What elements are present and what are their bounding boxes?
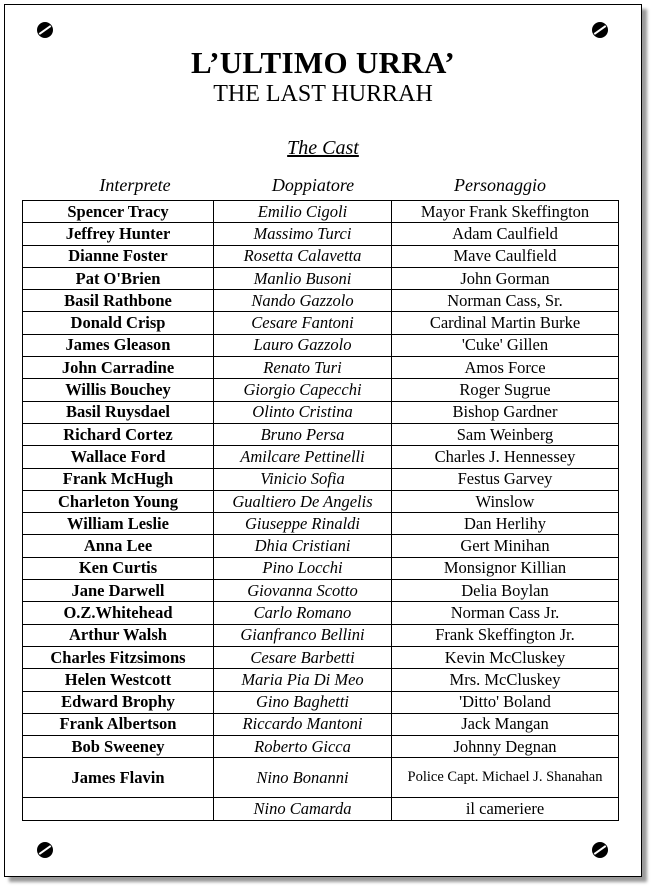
table-row xyxy=(23,736,619,758)
actor-cell: Frank McHugh xyxy=(23,468,214,490)
table-row xyxy=(23,624,619,646)
actor-cell: Arthur Walsh xyxy=(23,624,214,646)
actor-cell: Basil Ruysdael xyxy=(23,401,214,423)
character-cell: Delia Boylan xyxy=(392,580,619,602)
voice-actor-cell: Manlio Busoni xyxy=(214,267,392,289)
column-header-doppiatore: Doppiatore xyxy=(271,175,355,195)
actor-cell: James Flavin xyxy=(23,758,214,798)
table-row xyxy=(23,646,619,668)
voice-actor-cell: Cesare Barbetti xyxy=(214,646,392,668)
table-row xyxy=(23,334,619,356)
section-title: The Cast xyxy=(287,137,359,159)
character-cell: Johnny Degnan xyxy=(392,736,619,758)
table-row xyxy=(23,446,619,468)
table-row xyxy=(23,379,619,401)
character-cell: 'Cuke' Gillen xyxy=(392,334,619,356)
character-cell: Kevin McCluskey xyxy=(392,646,619,668)
table-row xyxy=(23,223,619,245)
character-cell: Dan Herlihy xyxy=(392,513,619,535)
voice-actor-cell: Massimo Turci xyxy=(214,223,392,245)
table-row xyxy=(23,758,619,798)
table-row xyxy=(23,312,619,334)
actor-cell: Basil Rathbone xyxy=(23,290,214,312)
actor-cell: Charles Fitzsimons xyxy=(23,646,214,668)
character-cell: Cardinal Martin Burke xyxy=(392,312,619,334)
actor-cell: Edward Brophy xyxy=(23,691,214,713)
character-cell: Adam Caulfield xyxy=(392,223,619,245)
character-cell: Monsignor Killian xyxy=(392,557,619,579)
table-row xyxy=(23,535,619,557)
character-cell: Gert Minihan xyxy=(392,535,619,557)
table-row xyxy=(23,798,619,820)
voice-actor-cell: Cesare Fantoni xyxy=(214,312,392,334)
actor-cell: Dianne Foster xyxy=(23,245,214,267)
page-subtitle: THE LAST HURRAH xyxy=(213,81,433,107)
table-row xyxy=(23,357,619,379)
actor-cell: Jane Darwell xyxy=(23,580,214,602)
actor-cell: Pat O'Brien xyxy=(23,267,214,289)
screw-icon xyxy=(37,842,53,858)
voice-actor-cell: Riccardo Mantoni xyxy=(214,713,392,735)
table-row xyxy=(23,713,619,735)
table-row xyxy=(23,602,619,624)
voice-actor-cell: Roberto Gicca xyxy=(214,736,392,758)
actor-cell: Spencer Tracy xyxy=(23,201,214,223)
actor-cell: John Carradine xyxy=(23,357,214,379)
character-cell: Norman Cass Jr. xyxy=(392,602,619,624)
voice-actor-cell: Olinto Cristina xyxy=(214,401,392,423)
voice-actor-cell: Renato Turi xyxy=(214,357,392,379)
character-cell: Bishop Gardner xyxy=(392,401,619,423)
table-row xyxy=(23,468,619,490)
table-row xyxy=(23,691,619,713)
actor-cell: Wallace Ford xyxy=(23,446,214,468)
voice-actor-cell: Gianfranco Bellini xyxy=(214,624,392,646)
voice-actor-cell: Vinicio Sofia xyxy=(214,468,392,490)
actor-cell: O.Z.Whitehead xyxy=(23,602,214,624)
voice-actor-cell: Amilcare Pettinelli xyxy=(214,446,392,468)
cast-table xyxy=(22,200,619,821)
character-cell: Jack Mangan xyxy=(392,713,619,735)
column-header-personaggio: Personaggio xyxy=(454,175,546,195)
voice-actor-cell: Pino Locchi xyxy=(214,557,392,579)
table-row xyxy=(23,401,619,423)
table-row xyxy=(23,557,619,579)
character-cell: Roger Sugrue xyxy=(392,379,619,401)
character-cell: Norman Cass, Sr. xyxy=(392,290,619,312)
screw-icon xyxy=(592,22,608,38)
table-row xyxy=(23,490,619,512)
actor-cell: Willis Bouchey xyxy=(23,379,214,401)
character-cell: Sam Weinberg xyxy=(392,423,619,445)
actor-cell: Ken Curtis xyxy=(23,557,214,579)
table-row xyxy=(23,201,619,223)
table-row xyxy=(23,513,619,535)
voice-actor-cell: Giovanna Scotto xyxy=(214,580,392,602)
voice-actor-cell: Nando Gazzolo xyxy=(214,290,392,312)
voice-actor-cell: Giuseppe Rinaldi xyxy=(214,513,392,535)
voice-actor-cell: Lauro Gazzolo xyxy=(214,334,392,356)
table-row xyxy=(23,290,619,312)
character-cell: John Gorman xyxy=(392,267,619,289)
voice-actor-cell: Gino Baghetti xyxy=(214,691,392,713)
actor-cell: James Gleason xyxy=(23,334,214,356)
character-cell: Amos Force xyxy=(392,357,619,379)
table-row xyxy=(23,245,619,267)
character-cell: Mave Caulfield xyxy=(392,245,619,267)
table-row xyxy=(23,669,619,691)
character-cell: Festus Garvey xyxy=(392,468,619,490)
voice-actor-cell: Giorgio Capecchi xyxy=(214,379,392,401)
page-title: L’ULTIMO URRA’ xyxy=(190,45,455,80)
voice-actor-cell: Bruno Persa xyxy=(214,423,392,445)
character-cell: Charles J. Hennessey xyxy=(392,446,619,468)
voice-actor-cell: Nino Bonanni xyxy=(214,758,392,798)
character-cell: Mrs. McCluskey xyxy=(392,669,619,691)
voice-actor-cell: Rosetta Calavetta xyxy=(214,245,392,267)
voice-actor-cell: Maria Pia Di Meo xyxy=(214,669,392,691)
actor-cell: Richard Cortez xyxy=(23,423,214,445)
actor-cell: Frank Albertson xyxy=(23,713,214,735)
table-row xyxy=(23,423,619,445)
character-cell: Winslow xyxy=(392,490,619,512)
actor-cell: Jeffrey Hunter xyxy=(23,223,214,245)
actor-cell: Anna Lee xyxy=(23,535,214,557)
table-row xyxy=(23,267,619,289)
character-cell: Mayor Frank Skeffington xyxy=(392,201,619,223)
character-cell: 'Ditto' Boland xyxy=(392,691,619,713)
screw-icon xyxy=(592,842,608,858)
voice-actor-cell: Carlo Romano xyxy=(214,602,392,624)
character-cell: il cameriere xyxy=(392,798,619,820)
screw-icon xyxy=(37,22,53,38)
column-header-interprete: Interprete xyxy=(99,175,171,195)
actor-cell: Bob Sweeney xyxy=(23,736,214,758)
actor-cell: Helen Westcott xyxy=(23,669,214,691)
voice-actor-cell: Dhia Cristiani xyxy=(214,535,392,557)
voice-actor-cell: Nino Camarda xyxy=(214,798,392,820)
voice-actor-cell: Gualtiero De Angelis xyxy=(214,490,392,512)
actor-cell: William Leslie xyxy=(23,513,214,535)
actor-cell: Donald Crisp xyxy=(23,312,214,334)
actor-cell: Charleton Young xyxy=(23,490,214,512)
character-cell: Frank Skeffington Jr. xyxy=(392,624,619,646)
character-cell: Police Capt. Michael J. Shanahan xyxy=(392,758,619,798)
cast-plaque xyxy=(4,4,642,877)
actor-cell xyxy=(23,798,214,820)
table-row xyxy=(23,580,619,602)
voice-actor-cell: Emilio Cigoli xyxy=(214,201,392,223)
